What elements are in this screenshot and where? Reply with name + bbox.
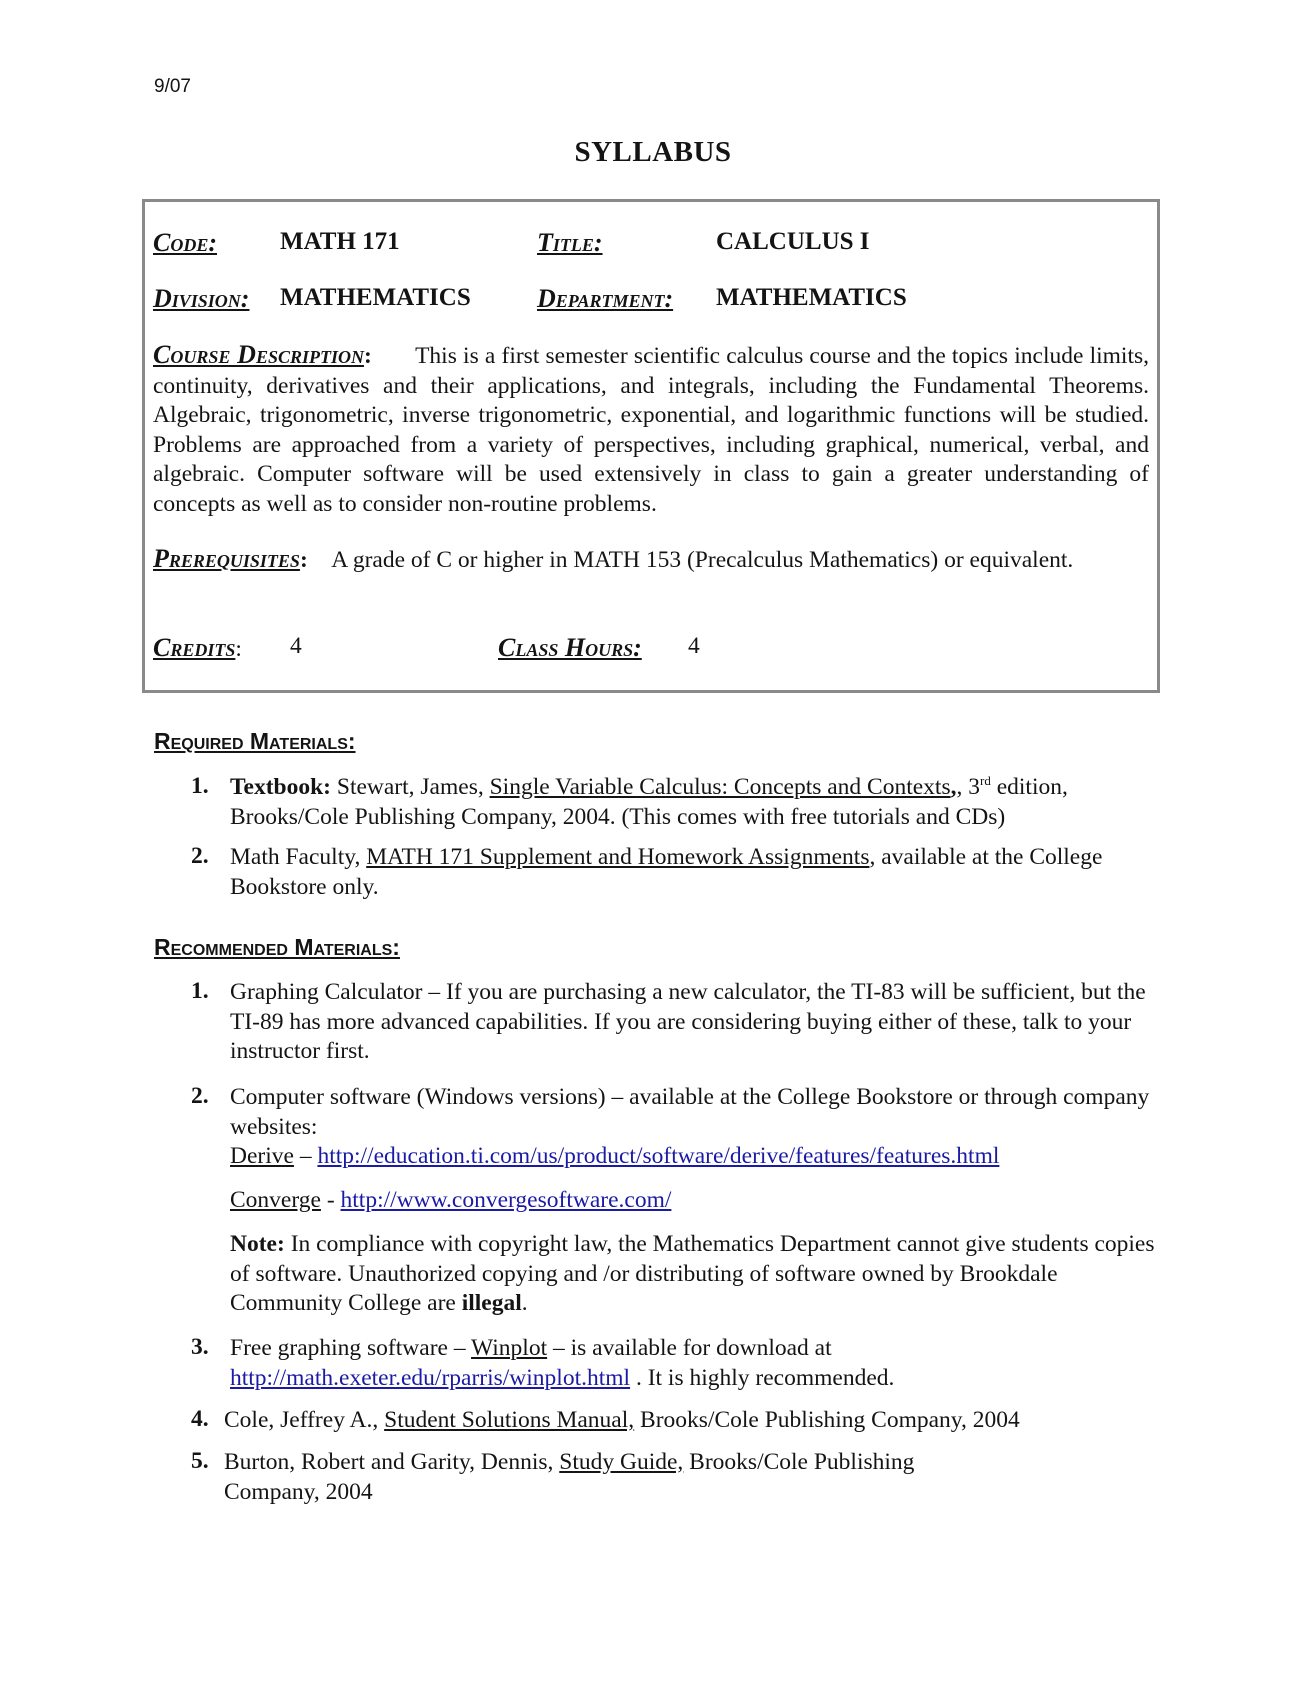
credits-value: 4 xyxy=(290,633,302,659)
document-date: 9/07 xyxy=(154,76,191,97)
department-value: MATHEMATICS xyxy=(716,284,907,311)
division-label: Division: xyxy=(153,284,250,313)
winplot-line: http://math.exeter.edu/rparris/winplot.html . It is highly recommended. xyxy=(230,1365,895,1391)
list-item: Computer software (Windows versions) – available at the College Bookstore or through company websites: xyxy=(230,1084,1150,1140)
list-item: Free graphing software – Winplot – is available for download at xyxy=(230,1335,832,1361)
required-materials-heading: Required Materials: xyxy=(154,728,356,754)
class-hours-label: Class Hours: xyxy=(498,633,642,662)
division-value: MATHEMATICS xyxy=(280,284,471,311)
winplot-link[interactable]: http://math.exeter.edu/rparris/winplot.html xyxy=(230,1365,631,1391)
derive-line: Derive – http://education.ti.com/us/product/software/derive/features/features.html xyxy=(230,1143,1000,1169)
list-item: Math Faculty, MATH 171 Supplement and Homework Assignments, available at the College Bookstore only. xyxy=(230,844,1103,900)
page-title: SYLLABUS xyxy=(574,136,732,168)
derive-link[interactable]: http://education.ti.com/us/product/software/derive/features/features.html xyxy=(317,1143,1000,1169)
department-label: Department: xyxy=(537,284,674,313)
code-value: MATH 171 xyxy=(280,228,400,255)
copyright-note: Note: In compliance with copyright law, the Mathematics Department cannot give students copies of software. Unauthorized copying and /or distributing of software owned by Brookdale Community College are illegal. xyxy=(230,1231,1155,1316)
converge-line: Converge - http://www.convergesoftware.com/ xyxy=(230,1187,672,1213)
credits-label: Credits: xyxy=(153,633,242,662)
course-description: Course Description: This is a first semester scientific calculus course and the topics include limits, continuity, derivatives and their applications, and integrals, including the Fundamental Theorems. Algebraic, trigonometric, inverse trigonometric, exponential, and logarithmic functions will be studied. Problems are approached from a variety of perspectives, including graphical, numerical, verbal, and algebraic. Computer software will be used extensively in class to gain a greater understanding of concepts as well as to consider non-routine problems. xyxy=(153,340,1150,517)
recommended-materials-heading: Recommended Materials: xyxy=(154,934,400,960)
code-label: Code: xyxy=(153,228,218,257)
prerequisites: Prerequisites: A grade of C or higher in MATH 153 (Precalculus Mathematics) or equivalent. xyxy=(153,544,1074,573)
list-item: Textbook: Stewart, James, Single Variable Calculus: Concepts and Contexts,, 3rd edition, Brooks/Cole Publishing Company, 2004. (This comes with free tutorials and CDs) xyxy=(230,773,1068,830)
list-number: 1. xyxy=(191,773,209,799)
class-hours-value: 4 xyxy=(688,633,700,659)
list-item: Cole, Jeffrey A., Student Solutions Manual, Brooks/Cole Publishing Company, 2004 xyxy=(224,1407,1020,1433)
list-item: Burton, Robert and Garity, Dennis, Study Guide, Brooks/Cole Publishing Company, 2004 xyxy=(224,1449,915,1505)
list-number: 1. xyxy=(191,978,209,1004)
list-number: 5. xyxy=(191,1448,209,1474)
list-number: 2. xyxy=(191,1083,209,1109)
list-item: Graphing Calculator – If you are purchasing a new calculator, the TI-83 will be sufficient, but the TI-89 has more advanced capabilities. If you are considering buying either of these, talk to your instructor first. xyxy=(230,979,1146,1064)
list-number: 3. xyxy=(191,1334,209,1360)
title-value: CALCULUS I xyxy=(716,228,870,255)
list-number: 4. xyxy=(191,1406,209,1432)
list-number: 2. xyxy=(191,843,209,869)
title-label: Title: xyxy=(537,228,603,257)
converge-link[interactable]: http://www.convergesoftware.com/ xyxy=(340,1187,672,1213)
